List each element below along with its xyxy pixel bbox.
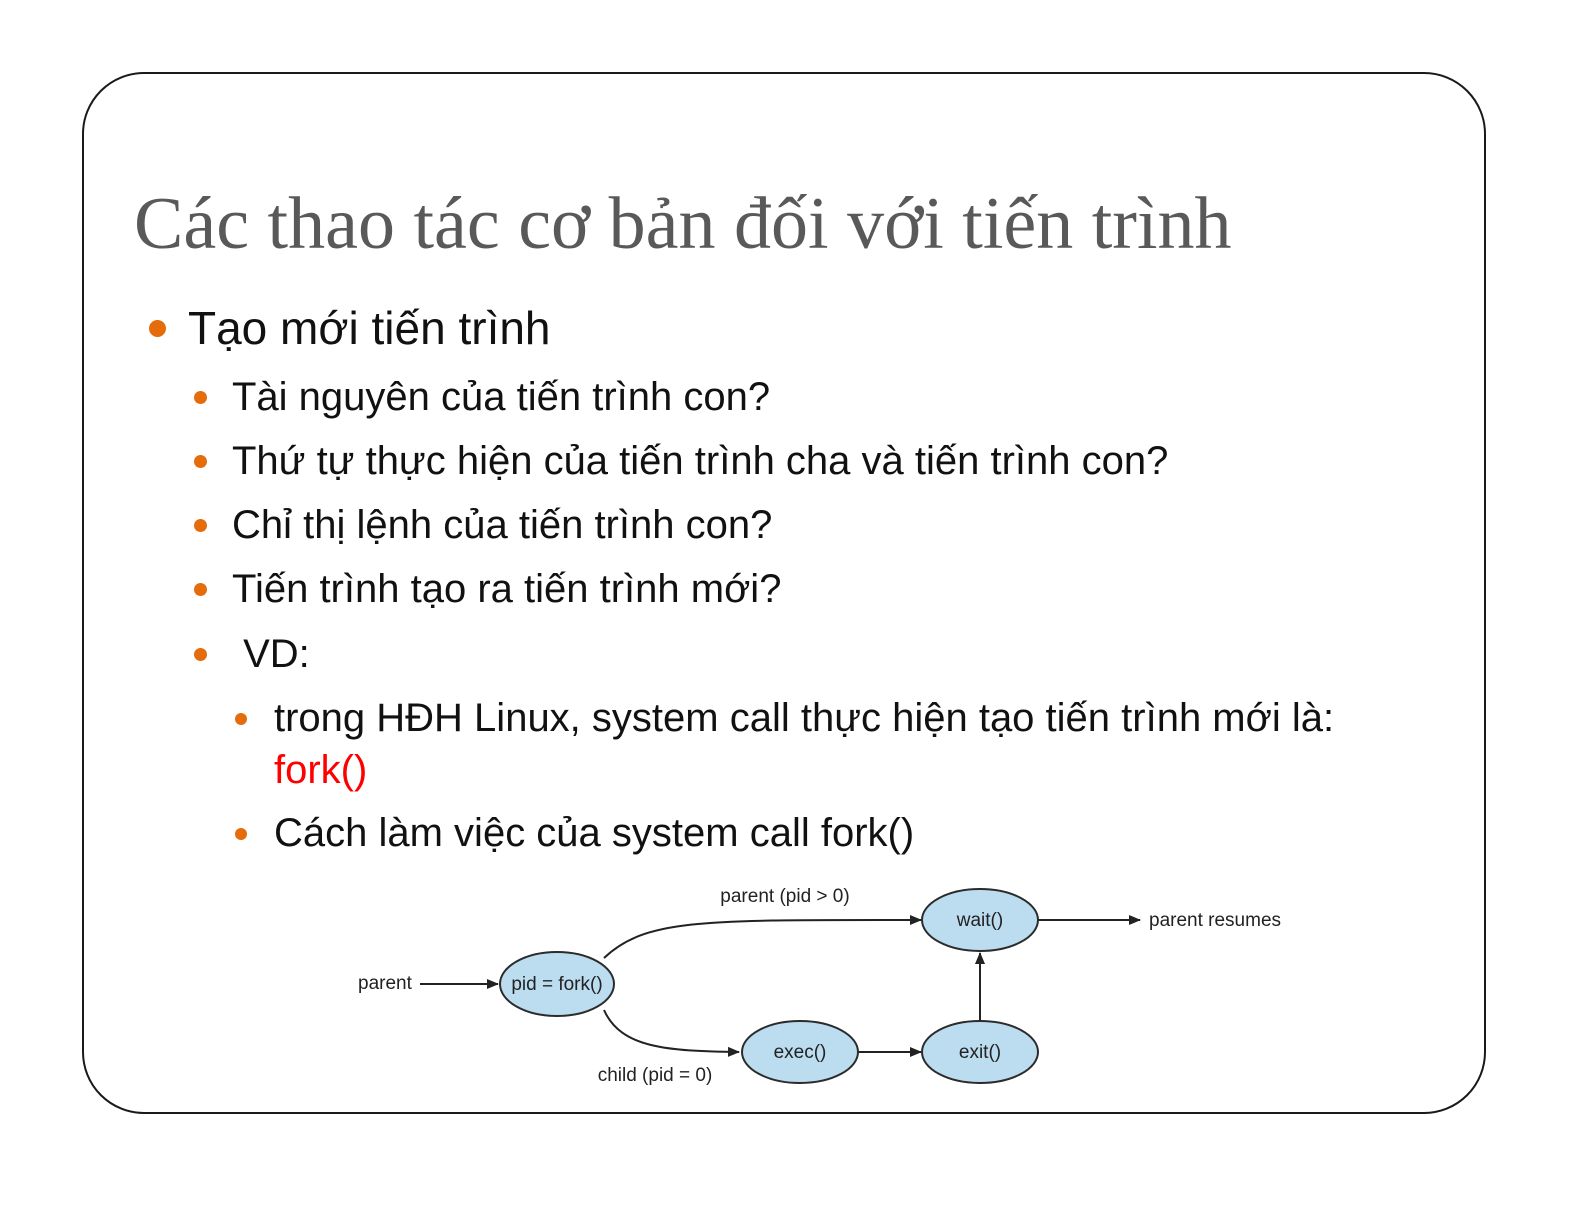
node-fork-label: pid = fork() xyxy=(511,974,603,995)
fork-diagram xyxy=(346,868,1286,1108)
label-parent-resumes: parent resumes xyxy=(1149,910,1282,931)
sub-bullet-creator: Tiến trình tạo ra tiến trình mới? xyxy=(232,567,782,611)
node-exit xyxy=(922,1021,1038,1083)
sub-bullet-order: Thứ tự thực hiện của tiến trình cha và tiến trình con? xyxy=(232,439,1169,483)
example-fork-line: Cách làm việc của system call fork() xyxy=(274,811,915,855)
label-parent-branch: parent (pid > 0) xyxy=(720,886,850,907)
node-exec-label: exec() xyxy=(773,1042,827,1063)
bullet-main: Tạo mới tiến trình xyxy=(188,302,551,354)
slide-title: Các thao tác cơ bản đối với tiến trình xyxy=(134,183,1232,265)
bullet-dot xyxy=(235,828,247,840)
bullet-dot xyxy=(194,519,207,532)
edge-fork-to-exec xyxy=(604,1010,739,1052)
bullet-dot xyxy=(194,648,207,661)
node-exec xyxy=(742,1021,858,1083)
node-wait-label: wait() xyxy=(956,910,1004,931)
bullet-dot xyxy=(194,391,207,404)
sub-bullet-resources: Tài nguyên của tiến trình con? xyxy=(232,375,771,419)
label-child-branch: child (pid = 0) xyxy=(597,1065,713,1086)
label-parent: parent xyxy=(358,973,412,994)
node-exit-label: exit() xyxy=(958,1042,1002,1063)
bullet-dot xyxy=(235,713,247,725)
example-linux-line: trong HĐH Linux, system call thực hiện tạo tiến trình mới là: xyxy=(274,696,1335,740)
node-wait xyxy=(922,889,1038,951)
sub-bullet-instructions: Chỉ thị lệnh của tiến trình con? xyxy=(232,503,773,547)
bullet-dot xyxy=(194,583,207,596)
sub-bullet-example: VD: xyxy=(232,632,310,676)
fork-highlight: fork() xyxy=(274,748,368,792)
edge-fork-to-wait xyxy=(604,920,921,958)
bullet-dot xyxy=(194,455,207,468)
bullet-dot xyxy=(149,320,166,337)
node-fork xyxy=(500,952,614,1016)
